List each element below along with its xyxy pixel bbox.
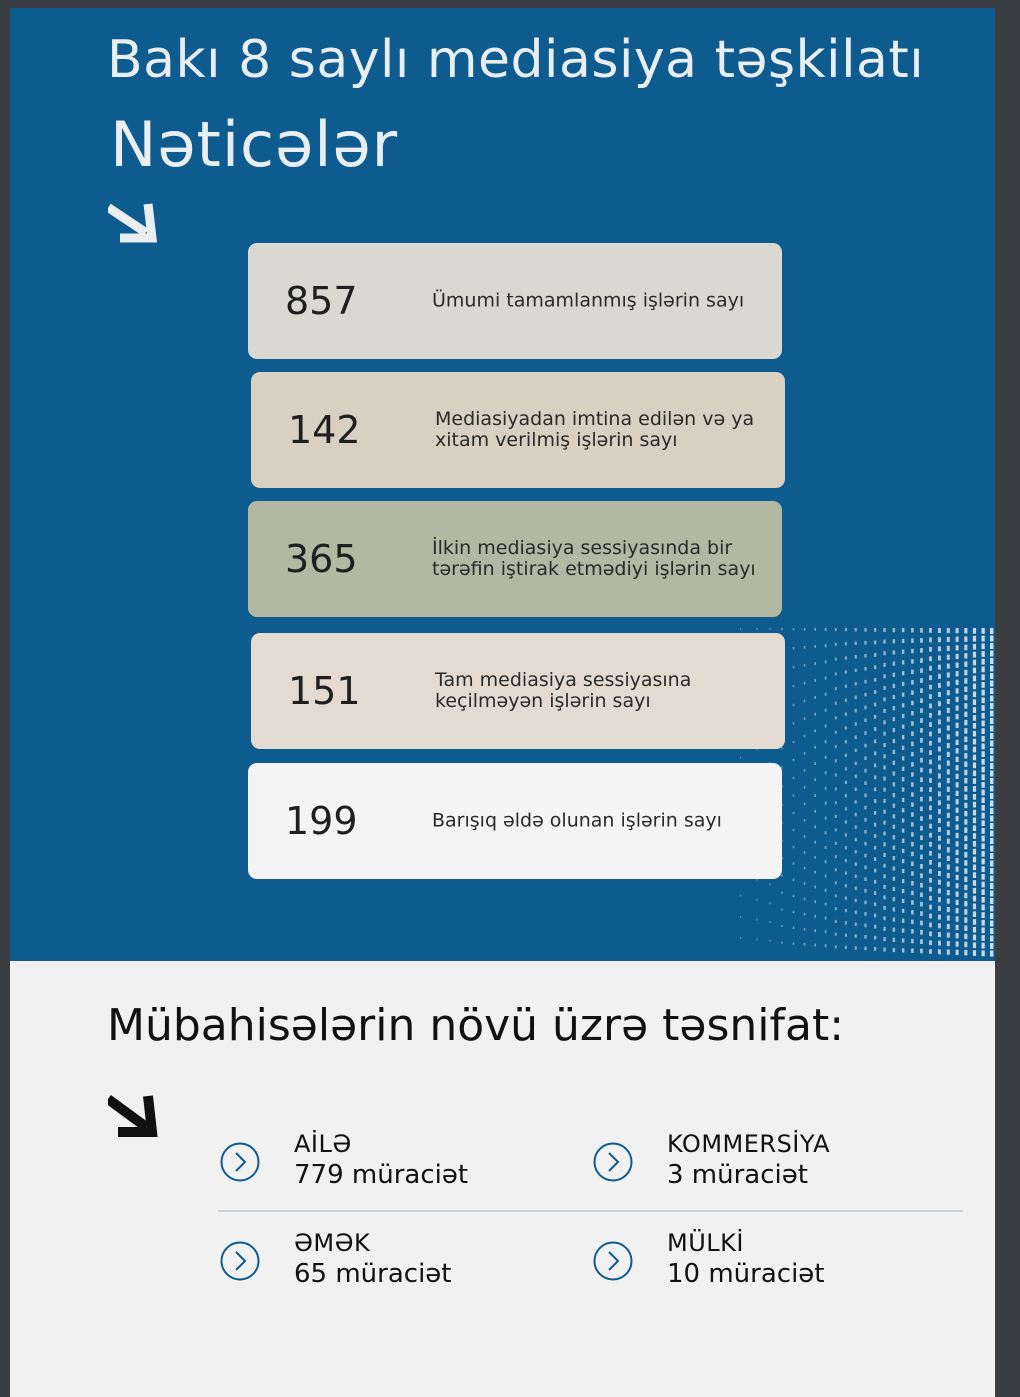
result-card-refused (251, 372, 785, 488)
category-name: AİLƏ (294, 1130, 352, 1158)
result-label: Barışıq əldə olunan işlərin sayı (432, 809, 722, 832)
infographic-page (10, 8, 995, 1397)
result-label: Ümumi tamamlanmış işlərin sayı (432, 289, 745, 312)
arrow-down-right-icon (108, 1092, 160, 1140)
arrow-down-right-icon (108, 200, 160, 246)
page-title: Bakı 8 saylı mediasiya təşkilatı (107, 30, 925, 90)
result-label: İlkin mediasiya sessiyasında bir tərəfin iştirak etmədiyi işlərin sayı (432, 537, 756, 580)
result-card-total (248, 243, 782, 359)
result-value: 151 (288, 669, 361, 713)
chevron-right-circle-icon (220, 1142, 260, 1182)
category-count: 779 müraciət (294, 1160, 469, 1190)
result-value: 365 (285, 537, 358, 581)
result-label: Mediasiyadan imtina edilən və ya xitam verilmiş işlərin sayı (435, 408, 755, 451)
chevron-right-circle-icon (220, 1241, 260, 1281)
chevron-right-circle-icon (593, 1142, 633, 1182)
result-card-not-proceeded (251, 633, 785, 749)
category-name: KOMMERSİYA (667, 1130, 831, 1158)
result-card-absent-party (248, 501, 782, 617)
chevron-right-circle-icon (593, 1241, 633, 1281)
category-name: MÜLKİ (667, 1229, 744, 1257)
classification-title: Mübahisələrin növü üzrə təsnifat: (107, 1000, 845, 1051)
category-divider (218, 1210, 963, 1212)
category-count: 10 müraciət (667, 1259, 825, 1289)
result-value: 199 (285, 799, 358, 843)
category-name: ƏMƏK (294, 1229, 371, 1257)
results-section (10, 8, 995, 961)
category-count: 3 müraciət (667, 1160, 808, 1190)
result-label: Tam mediasiya sessiyasına keçilməyən işlərin sayı (435, 669, 692, 712)
result-card-settled (248, 763, 782, 879)
category-count: 65 müraciət (294, 1259, 452, 1289)
page-subtitle: Nəticələr (110, 108, 399, 181)
result-value: 857 (285, 279, 358, 323)
result-value: 142 (288, 408, 361, 452)
